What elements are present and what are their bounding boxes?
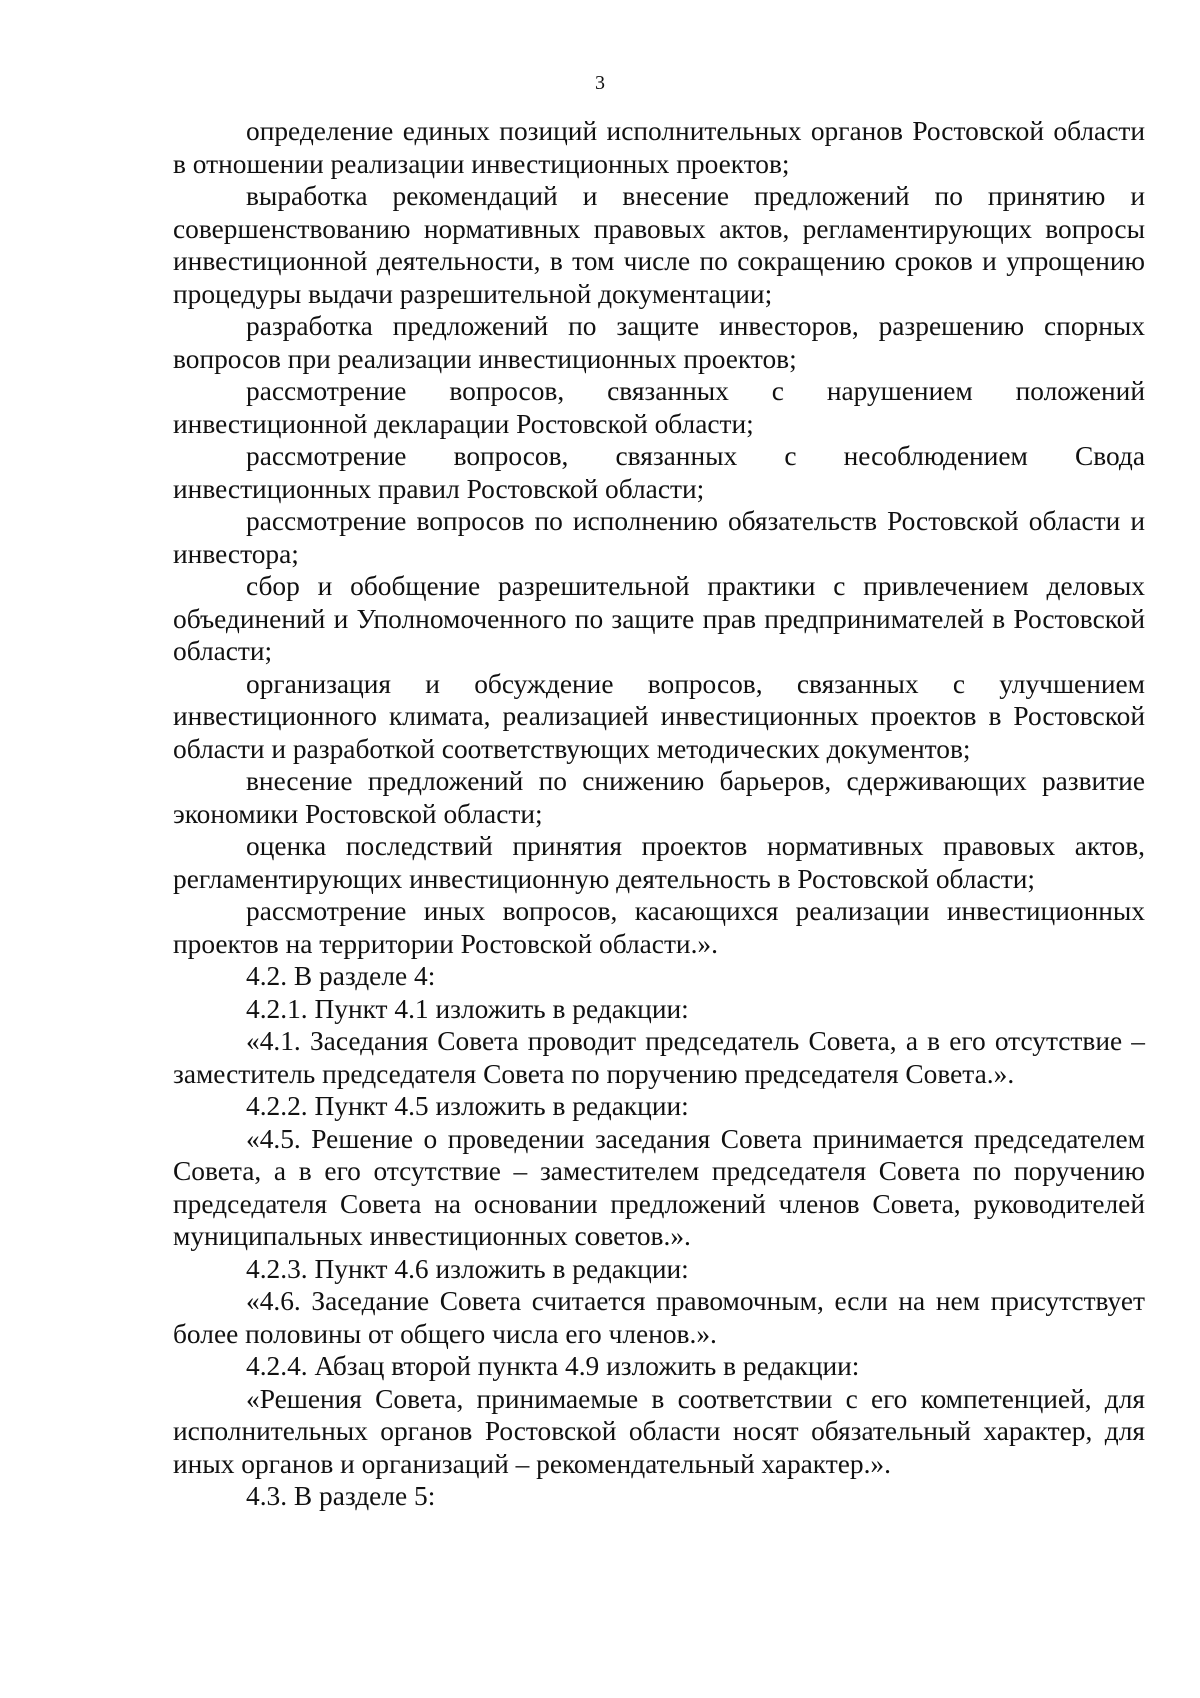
paragraph: разработка предложений по защите инвесторов, разрешению спорных вопросов при реализации инвестиционных проектов; — [173, 311, 1145, 374]
section-heading: 4.2. В разделе 4: — [246, 961, 436, 991]
page-number: 3 — [595, 72, 605, 94]
paragraph: сбор и обобщение разрешительной практики с привлечением деловых объединений и Уполномоченного по защите прав предпринимателей в Ростовской области; — [173, 571, 1145, 666]
paragraph: внесение предложений по снижению барьеров, сдерживающих развитие экономики Ростовской области; — [173, 766, 1145, 829]
paragraph: рассмотрение вопросов, связанных с нарушением положений инвестиционной декларации Ростовской области; — [173, 376, 1145, 439]
section-heading: 4.3. В разделе 5: — [246, 1481, 436, 1511]
paragraph: определение единых позиций исполнительных органов Ростовской области в отношении реализации инвестиционных проектов; — [173, 116, 1145, 179]
quoted-clause: «4.1. Заседания Совета проводит председатель Совета, а в его отсутствие – заместитель председателя Совета по поручению председателя Совета.». — [173, 1026, 1145, 1089]
clause-instruction: 4.2.3. Пункт 4.6 изложить в редакции: — [246, 1253, 689, 1284]
paragraph: оценка последствий принятия проектов нормативных правовых актов, регламентирующих инвестиционную деятельность в Ростовской области; — [173, 831, 1145, 894]
quoted-clause: «Решения Совета, принимаемые в соответствии с его компетенцией, для исполнительных органов Ростовской области носят обязательный характер, для иных органов и организаций – рекомендательный характер.». — [173, 1383, 1145, 1479]
quoted-clause: «4.5. Решение о проведении заседания Совета принимается председателем Совета, а в его отсутствие – заместителем председателя Совета по поручению председателя Совета на основании предложений членов Совета, руководителей муниципальных инвестиционных советов.». — [173, 1123, 1145, 1251]
clause-instruction: 4.2.1. Пункт 4.1 изложить в редакции: — [246, 993, 689, 1024]
clause-instruction: 4.2.4. Абзац второй пункта 4.9 изложить в редакции: — [246, 1351, 860, 1381]
paragraph: рассмотрение вопросов по исполнению обязательств Ростовской области и инвестора; — [173, 506, 1145, 569]
document-body — [173, 115, 1145, 1513]
paragraph: организация и обсуждение вопросов, связанных с улучшением инвестиционного климата, реализацией инвестиционных проектов в Ростовской области и разработкой соответствующих методических документов; — [173, 668, 1145, 764]
paragraph: выработка рекомендаций и внесение предложений по принятию и совершенствованию нормативных правовых актов, регламентирующих вопросы инвестиционной деятельности, в том числе по сокращению сроков и упрощению процедуры выдачи разрешительной документации; — [173, 181, 1145, 309]
clause-instruction: 4.2.2. Пункт 4.5 изложить в редакции: — [246, 1091, 689, 1121]
paragraph: рассмотрение иных вопросов, касающихся реализации инвестиционных проектов на территории Ростовской области.». — [173, 896, 1145, 959]
paragraph: рассмотрение вопросов, связанных с несоблюдением Свода инвестиционных правил Ростовской области; — [173, 441, 1145, 504]
quoted-clause: «4.6. Заседание Совета считается правомочным, если на нем присутствует более половины от общего числа его членов.». — [173, 1286, 1145, 1349]
